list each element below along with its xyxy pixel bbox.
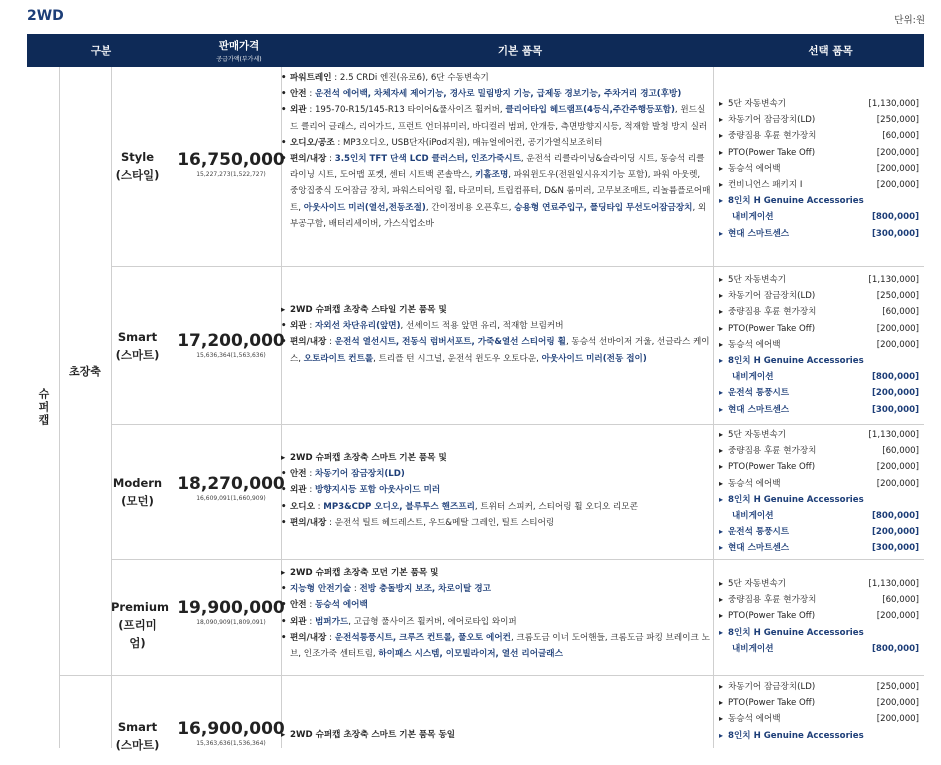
category-supercab: 슈퍼캡 (37, 388, 50, 427)
basic-features (281, 727, 711, 743)
trim-price: 16,750,000 15,227,273(1,522,727) (177, 150, 285, 178)
header-basic: 기본 품목 (497, 45, 543, 57)
trim-row (111, 559, 924, 675)
option-item: ▸ 차동기어 잠금장치(LD) [250,000] (719, 112, 919, 128)
feature-item: ▸ 2WD 슈퍼캡 초장축 스타일 기본 품목 및 (281, 302, 711, 318)
option-item: ▸ 5단 자동변속기 [1,130,000] (719, 96, 919, 112)
basic-features (281, 450, 711, 531)
trim-name: Smart (스마트) (115, 720, 160, 752)
option-item: ▸ 중량짐용 후륜 현가장치 [60,000] (719, 443, 919, 459)
option-item: ▸ PTO(Power Take Off) [200,000] (719, 459, 919, 475)
header-gubun: 구분 (90, 45, 112, 57)
option-item: ▸ 동승석 에어백 [200,000] (719, 711, 919, 727)
trim-row (111, 266, 924, 424)
table-header (27, 34, 924, 67)
feature-item: • 오디오/공조 : MP3오디오, USB단자(iPod지원), 매뉴얼에어컨, 공기가열식보조히터 (281, 135, 711, 151)
option-list (719, 679, 919, 744)
feature-item: • 외관 : 자외선 차단유리(앞면), 선셰이드 적용 앞면 유리, 적재함 브림커버 (281, 318, 711, 334)
option-item: ▸ 8인치 H Genuine Accessories (719, 625, 919, 641)
feature-item: • 편의/내장 : 운전석통풍시트, 크루즈 컨트롤, 풀오토 에어컨, 크롬도금 이너 도어핸들, 크롬도금 파킹 브레이크 노브, 인조가죽 센터트림, 하이패스 시스템, 이모빌라이저, 열선 리어글래스 (281, 630, 711, 662)
basic-features (281, 302, 711, 367)
option-list (719, 272, 919, 418)
option-item: ▸ 현대 스마트센스 [300,000] (719, 402, 919, 418)
option-list (719, 576, 919, 657)
unit-label: 단위:원 (894, 15, 925, 26)
option-item: ▸ 컨비니언스 패키지 Ⅰ [200,000] (719, 177, 919, 193)
trim-name: Style (스타일) (115, 150, 160, 182)
feature-item: • 편의/내장 : 3.5인치 TFT 단색 LCD 클러스터, 인조가죽시트, 운전석 리클라이닝&슬라이딩 시트, 동승석 리클라이닝 시트, 도어맵 포켓, 센터 시트백 콘솔박스, 키홀조명, 파워윈도우(전원일시유지기능 포함), 파워 아웃렛, 중앙집중식 도어잠금 장치, 파워스티어링 휠, 타코미터, 트립컴퓨터, D&N 룸미러, 고무보조매트, 리놀륨플로어매트, 아웃사이드 미러(열선,전동조절), 간이정비용 오픈후드, 승용형 연료주입구, 폴딩타입 무선도어잠금장치, 외부공구함, 배터리세이버, 가스식업소바 (281, 151, 711, 232)
feature-item: • 외관 : 범퍼가드, 고급형 풀사이즈 휠커버, 에어로타입 와이퍼 (281, 614, 711, 630)
basic-features (281, 70, 711, 232)
feature-item: • 외관 : 방향지시등 포함 아웃사이드 미러 (281, 482, 711, 498)
category-long-body: 초장축 (69, 365, 101, 378)
feature-item: ▸ 2WD 슈퍼캡 초장축 스마트 기본 품목 동일 (281, 727, 711, 743)
option-item: ▸ 동승석 에어백 [200,000] (719, 161, 919, 177)
option-item: ▸ 8인치 H Genuine Accessories (719, 353, 919, 369)
option-item: ▸ PTO(Power Take Off) [200,000] (719, 145, 919, 161)
option-item: 내비게이션 [800,000] (732, 372, 919, 383)
option-item: 내비게이션 [800,000] (732, 511, 919, 522)
option-item: 내비게이션 [800,000] (732, 212, 919, 223)
option-list (719, 96, 919, 242)
option-item: ▸ 현대 스마트센스 [300,000] (719, 540, 919, 556)
trim-row (111, 675, 924, 765)
option-item: ▸ 운전석 통풍시트 [200,000] (719, 385, 919, 401)
feature-item: • 오디오 : MP3&CDP 오디오, 블루투스 핸즈프리, 트위터 스피커, 스티어링 휠 오디오 리모콘 (281, 499, 711, 515)
trim-price: 19,900,000 18,090,909(1,809,091) (177, 598, 285, 626)
option-item: ▸ 5단 자동변속기 [1,130,000] (719, 576, 919, 592)
header-price: 판매가격 공급가액(부가세) (216, 40, 262, 63)
feature-item: ▸ 2WD 슈퍼캡 초장축 스마트 기본 품목 및 (281, 450, 711, 466)
feature-item: ▸ 2WD 슈퍼캡 초장축 모던 기본 품목 및 (281, 565, 711, 581)
basic-features (281, 565, 711, 662)
option-item: ▸ 동승석 에어백 [200,000] (719, 337, 919, 353)
page-title: 2WD (27, 8, 64, 24)
feature-item: • 안전 : 차동기어 잠금장치(LD) (281, 466, 711, 482)
option-item: ▸ 운전석 통풍시트 [200,000] (719, 524, 919, 540)
trim-name: Modern (모던) (112, 476, 163, 508)
option-item: ▸ PTO(Power Take Off) [200,000] (719, 321, 919, 337)
option-item: ▸ 현대 스마트센스 [300,000] (719, 226, 919, 242)
option-list (719, 427, 919, 557)
option-item: ▸ 동승석 에어백 [200,000] (719, 476, 919, 492)
header-option: 선택 품목 (808, 45, 853, 57)
option-item: ▸ 중량짐용 후륜 현가장치 [60,000] (719, 304, 919, 320)
option-item: ▸ 중량짐용 후륜 현가장치 [60,000] (719, 128, 919, 144)
feature-item: • 편의/내장 : 운전석 열선시트, 전동식 럼버서포트, 가죽&열선 스티어링 휠, 동승석 선바이저 거울, 선글라스 케이스, 오토라이트 컨트롤, 트리플 턴 시그널, 운전석 윈도우 오토다운, 아웃사이드 미러(전동 접이) (281, 334, 711, 366)
trim-row (111, 424, 924, 559)
trim-name: Smart (스마트) (115, 330, 160, 362)
trim-price: 17,200,000 15,636,364(1,563,636) (177, 331, 285, 359)
feature-item: • 파워트레인 : 2.5 CRDi 엔진(유로6), 6단 수동변속기 (281, 70, 711, 86)
option-item: ▸ 5단 자동변속기 [1,130,000] (719, 427, 919, 443)
option-item: ▸ 중량짐용 후륜 현가장치 [60,000] (719, 592, 919, 608)
trim-price: 18,270,000 16,609,091(1,660,909) (177, 474, 285, 502)
option-item: ▸ 차동기어 잠금장치(LD) [250,000] (719, 679, 919, 695)
feature-item: • 지능형 안전기술 : 전방 충돌방지 보조, 차로이탈 경고 (281, 581, 711, 597)
option-item: ▸ 차동기어 잠금장치(LD) [250,000] (719, 288, 919, 304)
option-item: 내비게이션 [800,000] (732, 643, 919, 654)
trim-price: 16,900,000 15,363,636(1,536,364) (177, 719, 285, 747)
option-item: ▸ PTO(Power Take Off) [200,000] (719, 608, 919, 624)
feature-item: • 편의/내장 : 운전석 틸트 헤드레스트, 우드&메탈 그레인, 틸트 스티어링 (281, 515, 711, 531)
option-item: ▸ PTO(Power Take Off) [200,000] (719, 695, 919, 711)
feature-item: • 안전 : 동승석 에어백 (281, 597, 711, 613)
option-item: ▸ 5단 자동변속기 [1,130,000] (719, 272, 919, 288)
option-item: ▸ 8인치 H Genuine Accessories (719, 492, 919, 508)
trim-row (111, 67, 924, 266)
option-item: ▸ 8인치 H Genuine Accessories (719, 728, 919, 744)
option-item: ▸ 8인치 H Genuine Accessories (719, 193, 919, 209)
trim-name: Premium (프리미엄) (111, 600, 169, 650)
feature-item: • 외관 : 195-70-R15/145-R13 타이어&풀사이즈 휠커버, 클리어타입 헤드램프(4등식,주간주행등포함), 윈드실드 클리어 글래스, 리어가드, 프런트 언더뷰미러, 바디컬러 범퍼, 안개등, 측면방향지시등, 적재함 발청 방지 실러 (281, 102, 711, 134)
feature-item: • 안전 : 운전석 에어백, 차체자세 제어기능, 경사로 밀림방지 기능, 급제동 경보기능, 주차거리 경고(후방) (281, 86, 711, 102)
